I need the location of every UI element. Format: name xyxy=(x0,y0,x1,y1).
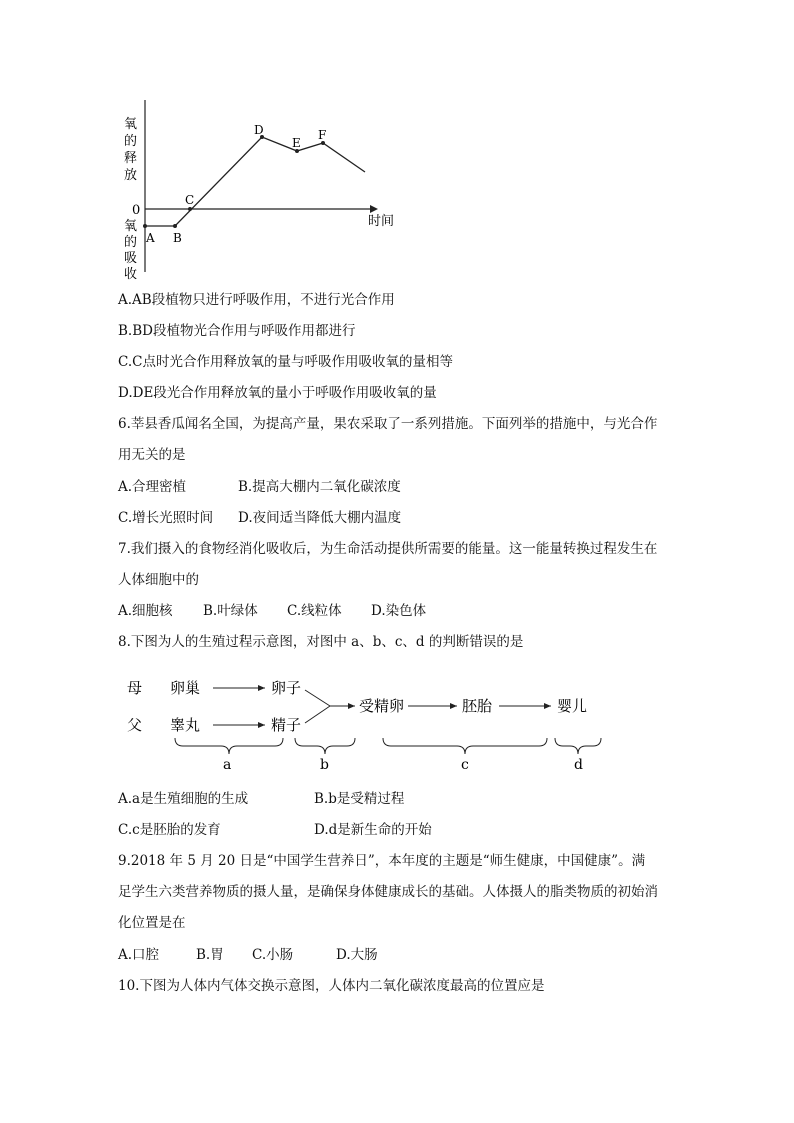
embryo-label: 胚胎 xyxy=(462,697,493,715)
sperm-join-line xyxy=(305,706,330,723)
y-label-top-2: 的 xyxy=(124,134,138,149)
q6-option-a: A.合理密植 xyxy=(118,479,187,495)
y-label-bottom-4: 收 xyxy=(124,267,138,280)
oxygen-curve xyxy=(145,137,365,226)
brace-c xyxy=(383,738,547,754)
brace-a-label: a xyxy=(223,757,232,772)
x-axis-arrow xyxy=(370,205,378,213)
q8-option-c: C.c是胚胎的发育 xyxy=(118,822,221,838)
testis-label: 睾丸 xyxy=(170,716,201,734)
brace-b-label: b xyxy=(320,757,329,772)
q5-option-d: D.DE段光合作用释放氧的量小于呼吸作用吸收氧的量 xyxy=(118,385,437,401)
q8-option-d: D.d是新生命的开始 xyxy=(314,822,432,838)
y-label-top-4: 放 xyxy=(124,168,138,183)
q7-option-c: C.线粒体 xyxy=(287,603,342,619)
sperm-label: 精子 xyxy=(271,716,302,734)
q6-option-c: C.增长光照时间 xyxy=(118,510,214,526)
point-d-label: D xyxy=(254,123,264,137)
y-label-top-3: 释 xyxy=(124,151,138,166)
point-c xyxy=(188,207,192,211)
q7-option-d: D.染色体 xyxy=(371,603,427,619)
brace-a xyxy=(175,738,283,754)
point-c-label: C xyxy=(185,193,195,207)
q5-option-a: A.AB段植物只进行呼吸作用，不进行光合作用 xyxy=(118,292,395,308)
oxygen-graph xyxy=(112,100,412,280)
q5-option-b: B.BD段植物光合作用与呼吸作用都进行 xyxy=(118,323,356,339)
q6-stem-line1: 6.莘县香瓜闻名全国，为提高产量，果农采取了一系列措施。下面列举的措施中，与光合作 xyxy=(118,416,658,432)
reproduction-diagram xyxy=(125,668,605,772)
brace-d-label: d xyxy=(574,757,583,772)
zygote-label: 受精卵 xyxy=(359,697,405,715)
father-label: 父 xyxy=(127,716,143,734)
q6-stem-line2: 用无关的是 xyxy=(118,447,186,463)
q9-stem-line2: 足学生六类营养物质的摄人量，是确保身体健康成长的基础。人体摄人的脂类物质的初始消 xyxy=(118,884,658,900)
brace-d xyxy=(555,738,601,754)
baby-label: 婴儿 xyxy=(557,697,588,715)
q9-stem-line1: 9.2018 年 5 月 20 日是“中国学生营养日”，本年度的主题是“师生健康，中国健康”。满 xyxy=(118,853,646,869)
brace-b xyxy=(295,738,355,754)
q9-option-c: C.小肠 xyxy=(252,947,294,963)
q7-option-b: B.叶绿体 xyxy=(203,603,258,619)
q7-stem-line2: 人体细胞中的 xyxy=(118,572,199,588)
ovary-label: 卵巢 xyxy=(170,679,201,697)
y-label-bottom-1: 氧 xyxy=(124,219,138,234)
egg-join-line xyxy=(305,690,330,706)
egg-label: 卵子 xyxy=(271,679,302,697)
q7-option-a: A.细胞核 xyxy=(118,603,173,619)
q10-stem: 10.下图为人体内气体交换示意图，人体内二氧化碳浓度最高的位置应是 xyxy=(118,978,545,994)
q6-option-d: D.夜间适当降低大棚内温度 xyxy=(238,510,402,526)
q7-stem-line1: 7.我们摄入的食物经消化吸收后，为生命活动提供所需要的能量。这一能量转换过程发生在 xyxy=(118,541,658,557)
q8-option-b: B.b是受精过程 xyxy=(314,791,405,807)
mother-label: 母 xyxy=(127,679,143,697)
point-e-label: E xyxy=(292,136,301,150)
zero-label: 0 xyxy=(132,203,141,218)
y-label-bottom-2: 的 xyxy=(124,235,138,250)
q8-option-a: A.a是生殖细胞的生成 xyxy=(118,791,249,807)
q8-stem: 8.下图为人的生殖过程示意图，对图中 a、b、c、d 的判断错误的是 xyxy=(118,634,524,650)
q5-option-c: C.C点时光合作用释放氧的量与呼吸作用吸收氧的量相等 xyxy=(118,354,453,370)
q9-stem-line3: 化位置是在 xyxy=(118,915,186,931)
x-axis-label: 时间 xyxy=(368,214,395,229)
point-a-label: A xyxy=(146,231,155,245)
y-label-bottom-3: 吸 xyxy=(124,251,138,266)
q9-option-b: B.胃 xyxy=(196,947,224,963)
q9-option-d: D.大肠 xyxy=(336,947,378,963)
q6-option-b: B.提高大棚内二氧化碳浓度 xyxy=(238,479,401,495)
point-f-label: F xyxy=(318,128,327,142)
point-a xyxy=(143,224,147,228)
point-b xyxy=(173,224,177,228)
y-label-top-1: 氧 xyxy=(124,117,138,132)
point-b-label: B xyxy=(173,231,182,245)
q9-option-a: A.口腔 xyxy=(118,947,160,963)
brace-c-label: c xyxy=(461,757,469,772)
